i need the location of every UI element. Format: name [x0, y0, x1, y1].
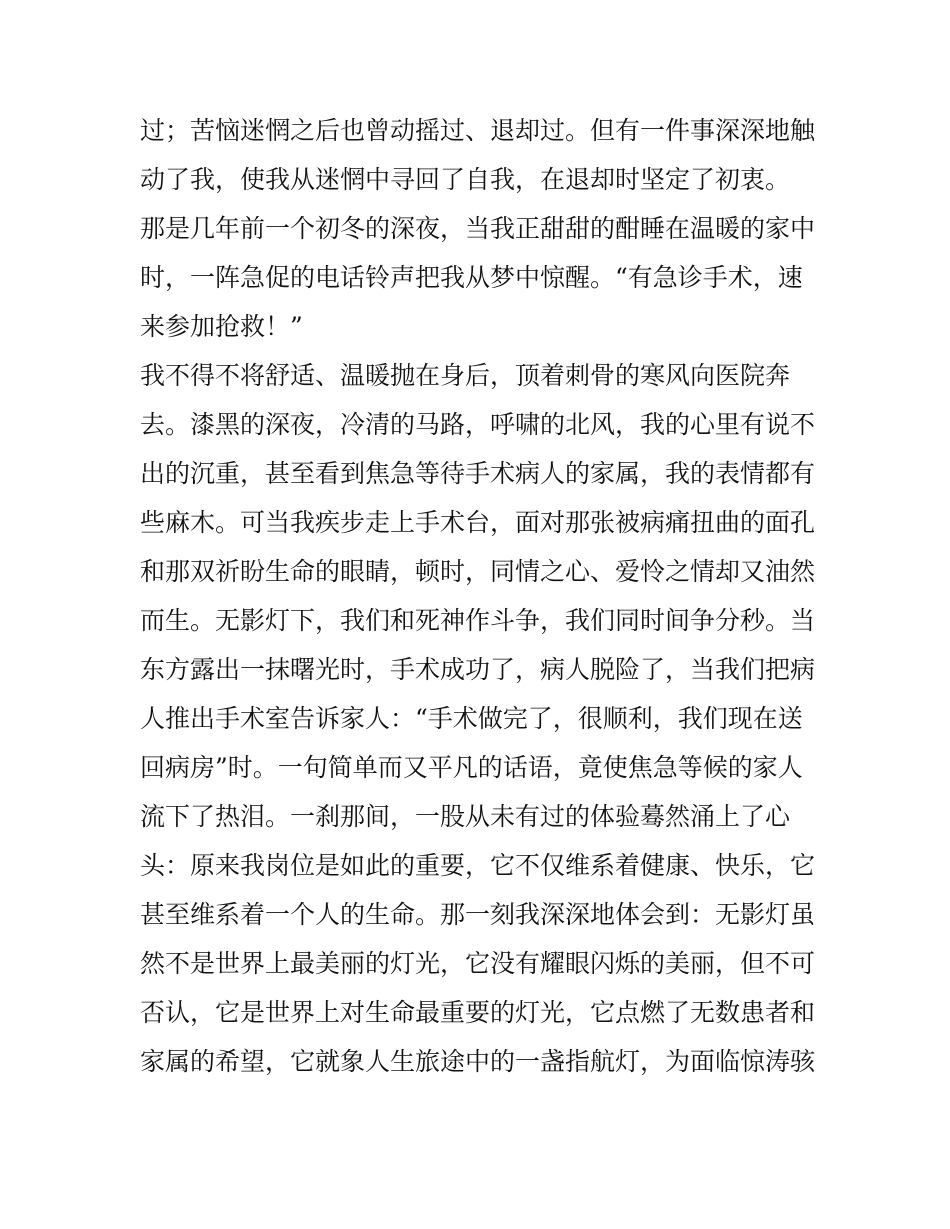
text-line: 东方露出一抹曙光时，手术成功了，病人脱险了，当我们把病: [140, 655, 816, 684]
text-line: 而生。无影灯下，我们和死神作斗争，我们同时间争分秒。当: [140, 606, 816, 635]
text-line: 出的沉重，甚至看到焦急等待手术病人的家属，我的表情都有: [140, 459, 816, 488]
text-line: 我不得不将舒适、温暖抛在身后，顶着刺骨的寒风向医院奔: [140, 361, 791, 390]
text-line: 头：原来我岗位是如此的重要，它不仅维系着健康、快乐，它: [140, 851, 816, 880]
text-line: 那是几年前一个初冬的深夜，当我正甜甜的酣睡在温暖的家中: [140, 214, 816, 243]
text-line: 过；苦恼迷惘之后也曾动摇过、退却过。但有一件事深深地触: [140, 116, 816, 145]
body-text: [140, 106, 830, 1086]
text-line: 和那双祈盼生命的眼睛，顿时，同情之心、爱怜之情却又油然: [140, 557, 816, 586]
text-line: 否认，它是世界上对生命最重要的灯光，它点燃了无数患者和: [140, 998, 816, 1027]
text-line: 来参加抢救！”: [140, 312, 303, 341]
text-line: 流下了热泪。一刹那间，一股从未有过的体验蓦然涌上了心: [140, 802, 791, 831]
text-line: 动了我，使我从迷惘中寻回了自我，在退却时坚定了初衷。: [140, 165, 791, 194]
text-line: 时，一阵急促的电话铃声把我从梦中惊醒。“有急诊手术，速: [140, 263, 803, 292]
text-line: 去。漆黑的深夜，冷清的马路，呼啸的北风，我的心里有说不: [140, 410, 816, 439]
text-line: 家属的希望，它就象人生旅途中的一盏指航灯，为面临惊涛骇: [140, 1047, 816, 1076]
text-line: 回病房”时。一句简单而又平凡的话语，竟使焦急等候的家人: [140, 753, 803, 782]
text-line: 些麻木。可当我疾步走上手术台，面对那张被病痛扭曲的面孔: [140, 508, 816, 537]
text-line: 甚至维系着一个人的生命。那一刻我深深地体会到：无影灯虽: [140, 900, 816, 929]
text-line: 然不是世界上最美丽的灯光，它没有耀眼闪烁的美丽，但不可: [140, 949, 816, 978]
text-line: 人推出手术室告诉家人：“手术做完了，很顺利，我们现在送: [140, 704, 803, 733]
